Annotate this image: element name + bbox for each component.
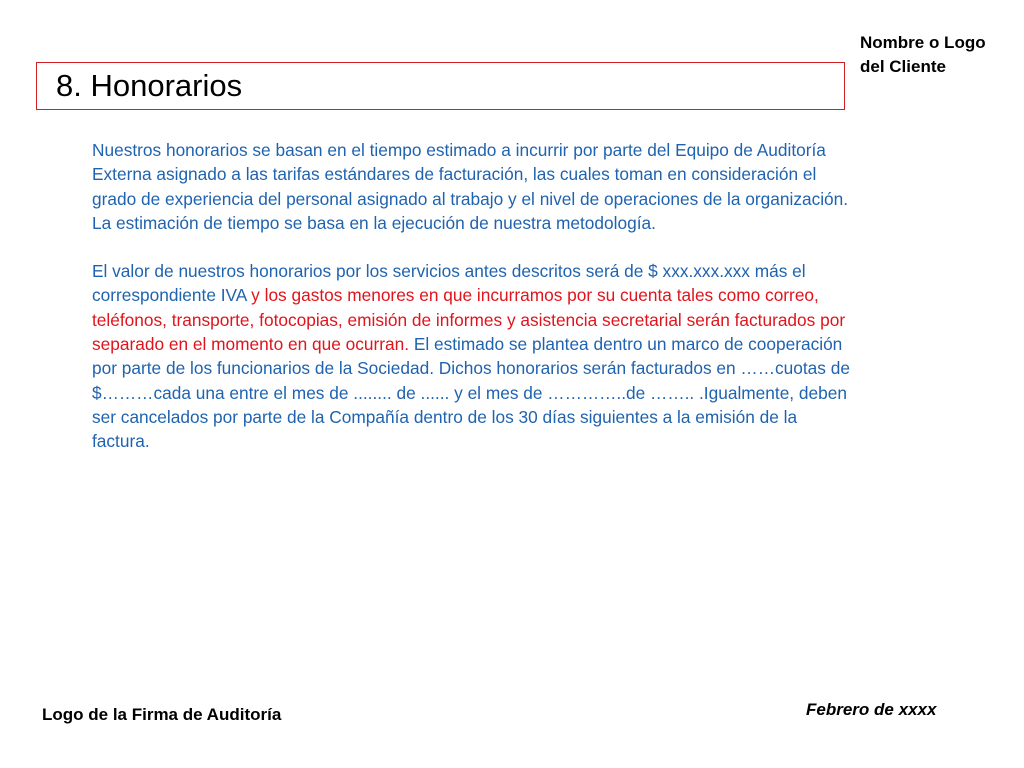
client-logo-placeholder [860,31,1020,79]
firm-logo-placeholder: Logo de la Firma de Auditoría [42,705,282,724]
slide-body [92,138,852,454]
client-logo-line1: Nombre o Logo [860,33,986,52]
paragraph-fee-value [92,259,852,453]
slide-date: Febrero de xxxx [806,700,937,719]
billing-terms-text: El estimado se plantea dentro un marco de cooperación por parte de los funcionarios de la Sociedad. Dichos honorarios serán facturados en ……cuotas de $………cada una entre el mes de ........ de ...... y el mes de …………..de …….. .Igualmente, deben ser cancelados por parte de la Compañía dentro de los 30 días siguientes a la emisión de la factura. [92,334,850,452]
client-logo-line2: del Cliente [860,57,946,76]
slide-title: 8. Honorarios [56,68,243,103]
expenses-highlight-text: y los gastos menores en que incurramos por su cuenta tales como correo, teléfonos, transporte, fotocopias, emisión de informes y asistencia secretarial serán facturados por separado en el momento en que ocurran. [92,285,846,355]
fee-value-text: El valor de nuestros honorarios por los servicios antes descritos será de $ xxx.xxx.xxx más el correspondiente IVA [92,261,806,306]
paragraph-fee-basis: Nuestros honorarios se basan en el tiempo estimado a incurrir por parte del Equipo de Auditoría Externa asignado a las tarifas estándares de facturación, las cuales toman en consideración el grado de experiencia del personal asignado al trabajo y el nivel de operaciones de la organización. La estimación de tiempo se basa en la ejecución de nuestra metodología. [92,140,849,233]
title-box [36,62,845,110]
